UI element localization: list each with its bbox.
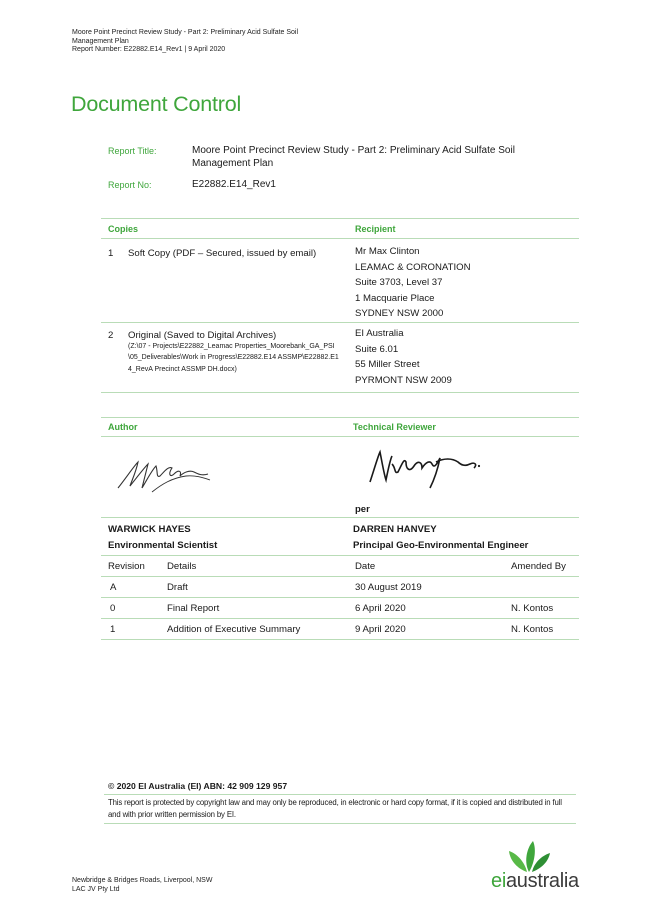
revision-top-rule: [101, 555, 579, 556]
copy-1-number: 1: [108, 248, 114, 259]
revision-header-rule: [101, 576, 579, 577]
revision-bottom-rule: [101, 639, 579, 640]
copyright-bottom-rule: [104, 823, 576, 824]
copies-header-rule: [101, 238, 579, 239]
reviewer-signature-icon: [366, 444, 486, 494]
revision-1-details: Addition of Executive Summary: [167, 624, 301, 635]
recipient-line: SYDNEY NSW 2000: [355, 308, 444, 319]
recipient-line: EI Australia: [355, 328, 404, 339]
author-name: WARWICK HAYES: [108, 524, 191, 535]
copyright-body: This report is protected by copyright law and may only be reproduced, in electronic or hard copy format, if it is copied and distributed in full and with prior written permission by EI.: [108, 798, 562, 819]
date-header: Date: [355, 561, 376, 572]
recipient-header: Recipient: [355, 224, 396, 234]
copy-2-number: 2: [108, 330, 114, 341]
revision-row-rule: [101, 618, 579, 619]
revision-0-id: 0: [110, 603, 116, 614]
revision-0-date: 6 April 2020: [355, 603, 406, 614]
copyright-heading: © 2020 EI Australia (EI) ABN: 42 909 129 957: [108, 781, 288, 791]
revision-header: Revision: [108, 561, 145, 572]
eucalyptus-leaves-icon: [506, 839, 552, 873]
header-report-number: Report Number: E22882.E14_Rev1 | 9 April 2020: [72, 46, 226, 54]
logo-ei: ei: [491, 870, 506, 892]
recipient-line: PYRMONT NSW 2009: [355, 374, 452, 386]
signoff-top-rule: [101, 417, 579, 418]
recipient-line: 1 Macquarie Place: [355, 292, 435, 304]
reviewer-name: DARREN HANVEY: [353, 524, 437, 535]
report-no-label: Report No:: [108, 180, 152, 190]
report-title-label: Report Title:: [108, 146, 157, 156]
signoff-names-rule: [101, 517, 579, 518]
footer-line: LAC JV Pty Ltd: [72, 886, 120, 893]
copy-2-recipient: [355, 326, 452, 388]
recipient-line: Mr Max Clinton: [355, 246, 420, 257]
revision-1-amended: N. Kontos: [511, 624, 554, 635]
copies-top-rule: [101, 218, 579, 219]
amended-by-header: Amended By: [511, 561, 566, 572]
revision-a-id: A: [110, 582, 117, 593]
recipient-line: LEAMAC & CORONATION: [355, 261, 471, 273]
copyright-rule: [104, 794, 576, 795]
recipient-line: Suite 3703, Level 37: [355, 277, 443, 288]
header-report-title: Moore Point Precinct Review Study - Part 2: Preliminary Acid Sulfate Soil Management Plan: [72, 29, 299, 45]
reviewer-role: Principal Geo-Environmental Engineer: [353, 540, 529, 551]
copies-bottom-rule: [101, 392, 579, 393]
revision-a-date: 30 August 2019: [355, 582, 422, 593]
copies-header: Copies: [108, 224, 139, 234]
reviewer-label: Technical Reviewer: [353, 422, 436, 432]
details-header: Details: [167, 561, 197, 572]
revision-0-details: Final Report: [167, 603, 220, 614]
revision-1-date: 9 April 2020: [355, 624, 406, 635]
copies-row-rule: [101, 322, 579, 323]
company-logo-wordmark: [491, 870, 579, 893]
revision-1-id: 1: [110, 624, 116, 635]
footer-address: [72, 876, 212, 894]
copy-2-archive-path: (Z:\07 - Projects\E22882_Leamac Properties_Moorebank_GA_PSI\05_Deliverables\Work in Progress\E22882.E14 ASSMP\E22882.E14_RevA Precinct ASSMP DH.docx): [128, 343, 339, 373]
revision-a-details: Draft: [167, 582, 188, 593]
author-role: Environmental Scientist: [108, 540, 218, 551]
page-title: Document Control: [71, 92, 242, 116]
author-label: Author: [108, 422, 138, 432]
recipient-line: 55 Miller Street: [355, 359, 420, 370]
revision-0-amended: N. Kontos: [511, 603, 554, 614]
copy-1-description: Soft Copy (PDF – Secured, issued by email): [128, 248, 317, 259]
report-title-value: Moore Point Precinct Review Study - Part 2: Preliminary Acid Sulfate Soil Management Plan: [192, 145, 515, 169]
per-label: per: [355, 504, 370, 515]
copy-1-recipient: [355, 244, 471, 322]
running-header: [72, 29, 332, 55]
copy-2-description: Original (Saved to Digital Archives): [128, 330, 277, 341]
author-signature-icon: [112, 448, 222, 498]
recipient-line: Suite 6.01: [355, 343, 399, 355]
footer-line: Newbridge & Bridges Roads, Liverpool, NSW: [72, 877, 213, 884]
report-no-value: E22882.E14_Rev1: [192, 179, 276, 190]
logo-australia: australia: [505, 870, 579, 892]
revision-row-rule: [101, 597, 579, 598]
signoff-header-rule: [101, 436, 579, 437]
